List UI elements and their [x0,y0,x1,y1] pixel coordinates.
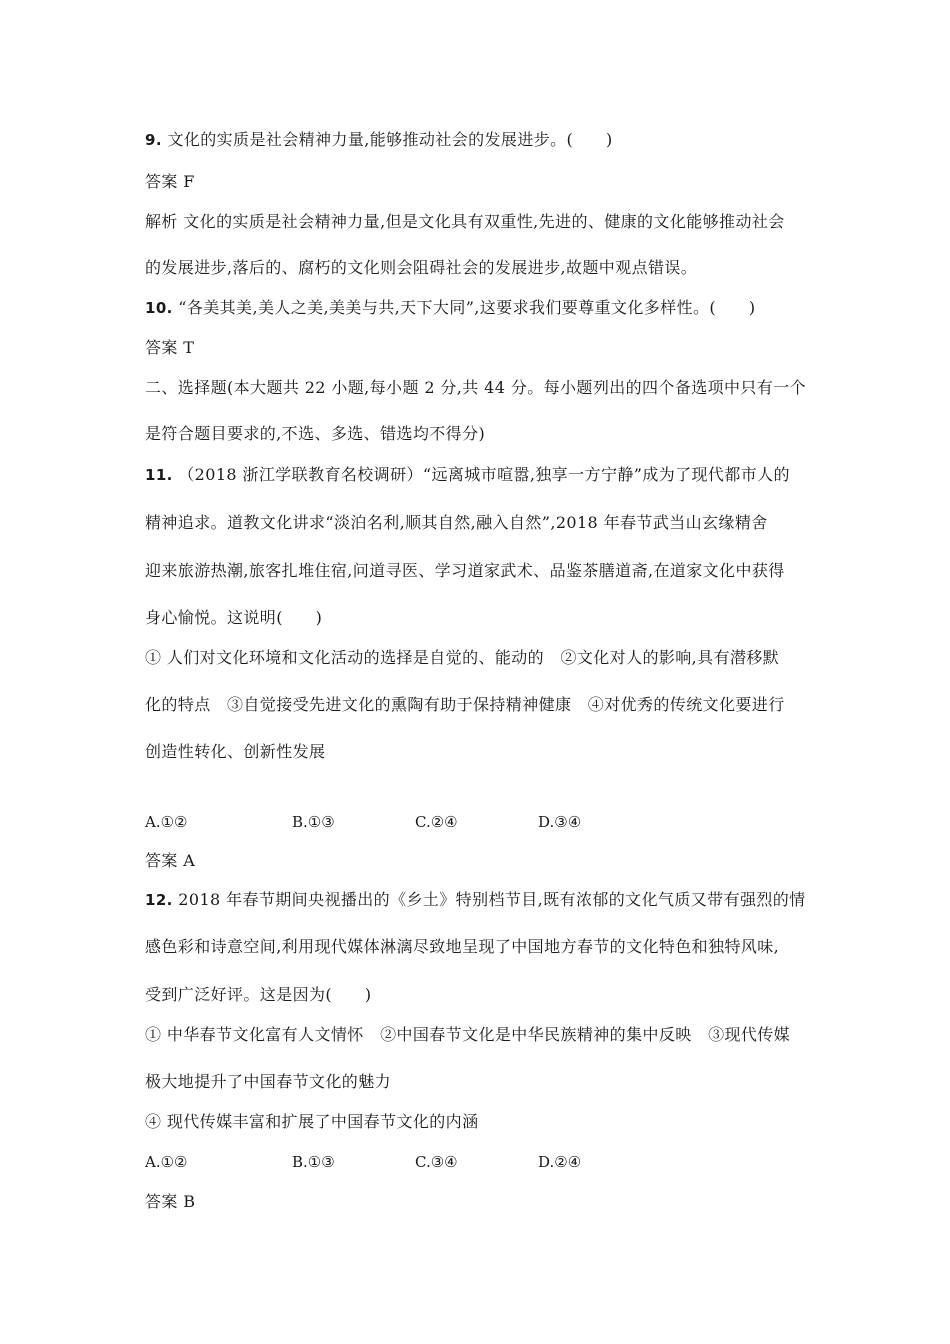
question-number: 11. [145,466,173,484]
option-b: B.①③ [292,1153,335,1171]
option-d: D.②④ [538,1153,582,1171]
question-12-statement-2: 极大地提升了中国春节文化的魅力 [145,1072,392,1091]
question-12-line-2: 感色彩和诗意空间,利用现代媒体淋漓尽致地呈现了中国地方春节的文化特色和独特风味, [145,937,780,956]
question-text: “各美其美,美人之美,美美与共,天下大同”,这要求我们要尊重文化多样性。( ) [178,298,756,317]
question-text: 文化的实质是社会精神力量,能够推动社会的发展进步。( ) [167,130,613,149]
answer-9: 答案 F [145,172,195,191]
option-c: C.②④ [415,813,458,831]
analysis-9-line-1: 解析 文化的实质是社会精神力量,但是文化具有双重性,先进的、健康的文化能够推动社会 [145,212,785,231]
question-number: 9. [145,131,162,149]
analysis-9-line-2: 的发展进步,落后的、腐朽的文化则会阻碍社会的发展进步,故题中观点错误。 [145,258,698,277]
question-11-line-3: 迎来旅游热潮,旅客扎堆住宿,问道寻医、学习道家武术、品鉴茶膳道斋,在道家文化中获得 [145,561,785,580]
question-11-line-4: 身心愉悦。这说明( ) [145,608,323,627]
question-number: 10. [145,299,173,317]
option-d: D.③④ [538,813,582,831]
question-text: 2018 年春节期间央视播出的《乡土》特别档节目,既有浓郁的文化气质又带有强烈的情 [178,890,806,909]
question-11-line-1 [145,465,790,485]
question-number: 12. [145,891,173,909]
question-12-statement-3: ④ 现代传媒丰富和扩展了中国春节文化的内涵 [145,1112,479,1131]
section-header-line-1: 二、选择题(本大题共 22 小题,每小题 2 分,共 44 分。每小题列出的四个备选项中只有一个 [145,378,807,397]
question-11-line-2: 精神追求。道教文化讲求“淡泊名利,顺其自然,融入自然”,2018 年春节武当山玄缘精舍 [145,513,768,532]
question-12-line-3: 受到广泛好评。这是因为( ) [145,985,372,1004]
answer-11: 答案 A [145,851,196,870]
option-a: A.①② [145,1153,188,1171]
answer-12: 答案 B [145,1192,196,1211]
answer-10: 答案 T [145,338,195,357]
question-9 [145,130,613,150]
question-12-statement-1: ① 中华春节文化富有人文情怀 ②中国春节文化是中华民族精神的集中反映 ③现代传媒 [145,1025,791,1044]
section-header-line-2: 是符合题目要求的,不选、多选、错选均不得分) [145,424,486,443]
option-c: C.③④ [415,1153,458,1171]
option-b: B.①③ [292,813,335,831]
question-11-statement-1: ① 人们对文化环境和文化活动的选择是自觉的、能动的 ②文化对人的影响,具有潜移默 [145,648,780,667]
question-text: （2018 浙江学联教育名校调研）“远离城市喧嚣,独享一方宁静”成为了现代都市人的 [178,465,790,484]
question-10 [145,298,755,318]
question-11-statement-3: 创造性转化、创新性发展 [145,742,326,761]
question-11-statement-2: 化的特点 ③自觉接受先进文化的熏陶有助于保持精神健康 ④对优秀的传统文化要进行 [145,695,785,714]
option-a: A.①② [145,813,188,831]
question-12-line-1 [145,890,806,910]
